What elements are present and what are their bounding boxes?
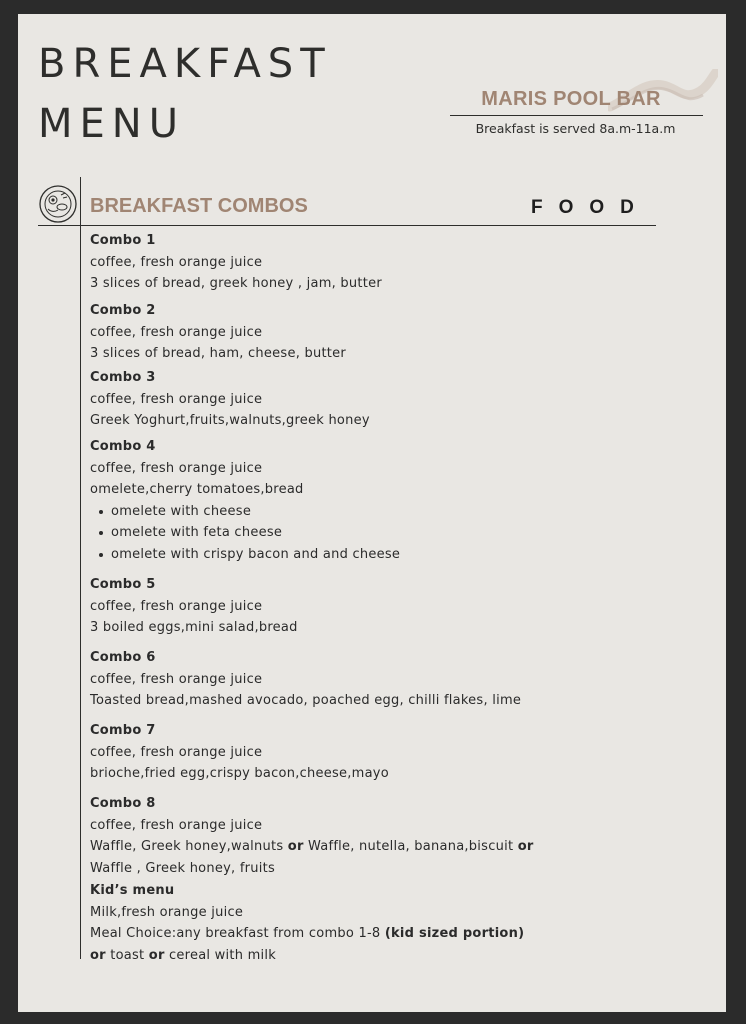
combo-item [90, 300, 346, 365]
combo-name: Combo 8 [90, 796, 156, 811]
combo-food [90, 836, 534, 858]
combo-item [90, 720, 389, 785]
combo-food: Greek Yoghurt,fruits,walnuts,greek honey [90, 413, 370, 428]
combo-drinks: coffee, fresh orange juice [90, 391, 263, 407]
combo-food: 3 slices of bread, greek honey , jam, butter [90, 276, 382, 291]
divider [450, 115, 703, 116]
kids-menu-title: Kid’s menu [90, 883, 175, 898]
food-option: Waffle, Greek honey,walnuts [90, 839, 284, 854]
or-word: or [517, 839, 534, 854]
combo-food: brioche,fried egg,crispy bacon,cheese,mayo [90, 766, 389, 781]
combo-name: Combo 6 [90, 650, 156, 665]
kids-toast: toast [110, 947, 145, 963]
combo-name: Combo 5 [90, 577, 156, 592]
combo-food: 3 boiled eggs,mini salad,bread [90, 620, 298, 635]
horizontal-rule [38, 225, 656, 226]
combo-item [90, 793, 534, 879]
combo-item [90, 436, 400, 565]
menu-title-line1: BREAKFAST [38, 41, 332, 87]
combo-food: 3 slices of bread, ham, cheese, butter [90, 346, 346, 361]
combo-drinks: coffee, fresh orange juice [90, 817, 263, 833]
combo-name: Combo 2 [90, 303, 156, 318]
serving-hours: Breakfast is served 8a.m-11a.m [475, 121, 676, 136]
option-item: omelete with feta cheese [90, 522, 400, 544]
vertical-rule [80, 177, 81, 959]
kids-drinks: Milk,fresh orange juice [90, 904, 244, 920]
menu-title-line2: MENU [38, 101, 185, 147]
combo-name: Combo 1 [90, 233, 156, 248]
combo-drinks: coffee, fresh orange juice [90, 671, 263, 687]
combo-food: omelete,cherry tomatoes,bread [90, 482, 304, 497]
combo-item [90, 647, 521, 712]
breakfast-plate-icon [38, 184, 78, 224]
combo-item [90, 367, 370, 432]
kids-alternatives [90, 945, 524, 967]
section-title: BREAKFAST COMBOS [90, 195, 308, 217]
combo-drinks: coffee, fresh orange juice [90, 254, 263, 270]
kids-menu [90, 880, 524, 966]
kids-choice-text: Meal Choice:any breakfast from combo 1-8 [90, 926, 381, 941]
category-label: FOOD [531, 197, 650, 218]
combo-name: Combo 3 [90, 370, 156, 385]
or-word: or [287, 839, 304, 854]
combo-drinks: coffee, fresh orange juice [90, 324, 263, 340]
kids-cereal: cereal with milk [169, 947, 277, 963]
combo-drinks: coffee, fresh orange juice [90, 744, 263, 760]
option-item: omelete with crispy bacon and and cheese [90, 544, 400, 566]
food-option: Waffle, nutella, banana,biscuit [308, 839, 514, 854]
or-word: or [90, 947, 106, 963]
combo-drinks: coffee, fresh orange juice [90, 598, 263, 614]
combo-food: Waffle , Greek honey, fruits [90, 860, 275, 876]
combo-name: Combo 4 [90, 439, 156, 454]
option-item: omelete with cheese [90, 501, 400, 523]
combo-item [90, 230, 382, 295]
combo-item [90, 574, 298, 639]
menu-page [18, 14, 726, 1012]
or-word: or [148, 947, 165, 963]
combo-name: Combo 7 [90, 723, 156, 738]
combo-food: Toasted bread,mashed avocado, poached egg, chilli flakes, lime [90, 693, 522, 708]
kids-portion: (kid sized portion) [384, 926, 525, 941]
kids-choice [90, 923, 524, 945]
bar-name: MARIS POOL BAR [481, 88, 661, 110]
combo-drinks: coffee, fresh orange juice [90, 460, 263, 476]
